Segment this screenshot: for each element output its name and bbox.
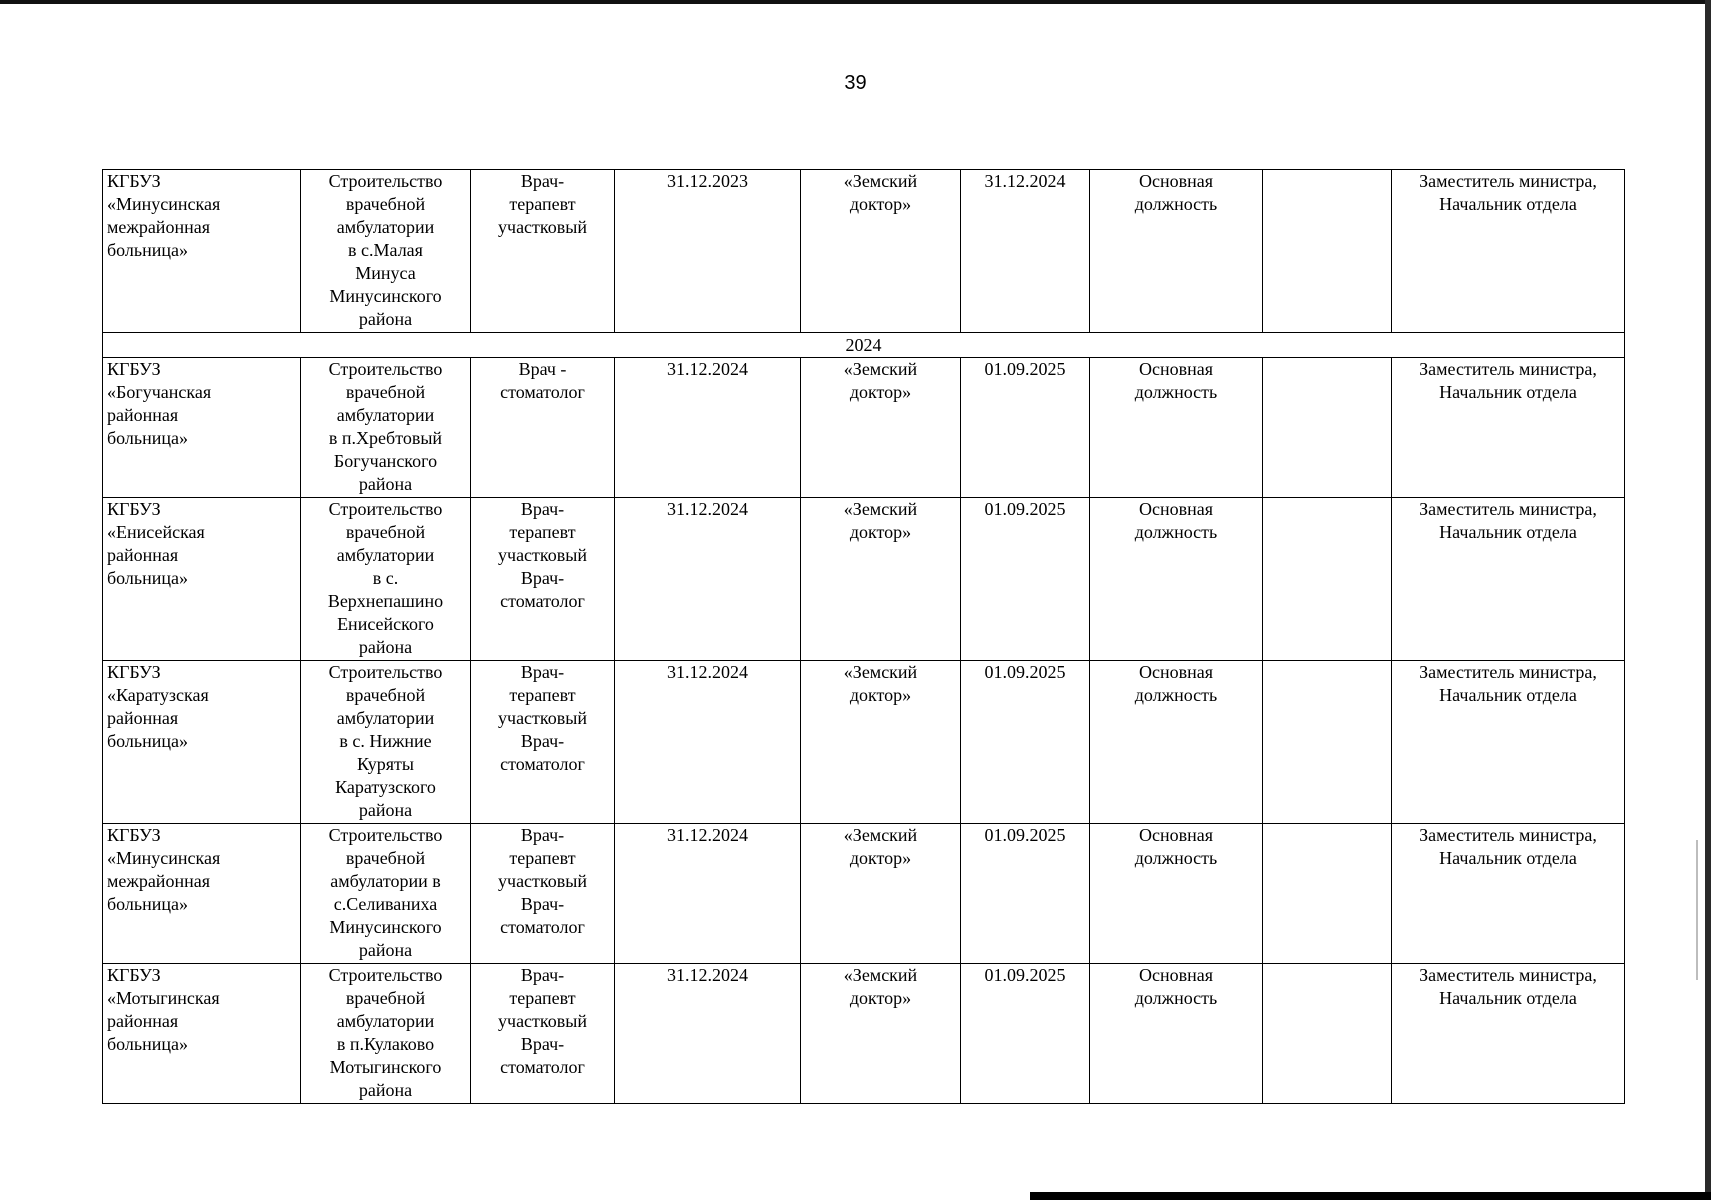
position-cell: Врач- терапевт участковый Врач- стоматолог [471, 498, 615, 661]
position-cell: Врач- терапевт участковый [471, 170, 615, 333]
scan-border-top [0, 0, 1711, 4]
program-cell: «Земский доктор» [801, 964, 961, 1104]
table-row [103, 170, 1625, 333]
deadline-cell: 31.12.2023 [615, 170, 801, 333]
organization-cell: КГБУЗ «Енисейская районная больница» [103, 498, 301, 661]
position-type-cell: Основная должность [1090, 661, 1263, 824]
scan-border-bottom [1030, 1192, 1711, 1200]
empty-cell [1263, 170, 1392, 333]
deadline-cell: 31.12.2024 [615, 964, 801, 1104]
table-row [103, 964, 1625, 1104]
deadline-cell: 31.12.2024 [615, 358, 801, 498]
organization-cell: КГБУЗ «Минусинская межрайонная больница» [103, 170, 301, 333]
organization-cell: КГБУЗ «Минусинская межрайонная больница» [103, 824, 301, 964]
date-cell: 01.09.2025 [961, 964, 1090, 1104]
responsible-cell: Заместитель министра, Начальник отдела [1392, 498, 1625, 661]
responsible-cell: Заместитель министра, Начальник отдела [1392, 824, 1625, 964]
table-row [103, 661, 1625, 824]
program-cell: «Земский доктор» [801, 170, 961, 333]
position-type-cell: Основная должность [1090, 498, 1263, 661]
position-cell: Врач - стоматолог [471, 358, 615, 498]
object-cell: Строительство врачебной амбулатории в п.Хребтовый Богучанского района [301, 358, 471, 498]
position-type-cell: Основная должность [1090, 170, 1263, 333]
empty-cell [1263, 964, 1392, 1104]
empty-cell [1263, 498, 1392, 661]
empty-cell [1263, 661, 1392, 824]
responsible-cell: Заместитель министра, Начальник отдела [1392, 964, 1625, 1104]
position-cell: Врач- терапевт участковый Врач- стоматолог [471, 964, 615, 1104]
object-cell: Строительство врачебной амбулатории в с.Малая Минуса Минусинского района [301, 170, 471, 333]
date-cell: 01.09.2025 [961, 498, 1090, 661]
date-cell: 01.09.2025 [961, 661, 1090, 824]
scan-border-right [1705, 0, 1711, 1200]
scan-edge-mark [1696, 840, 1698, 980]
responsible-cell: Заместитель министра, Начальник отдела [1392, 358, 1625, 498]
document-table [102, 169, 1625, 1104]
program-cell: «Земский доктор» [801, 498, 961, 661]
responsible-cell: Заместитель министра, Начальник отдела [1392, 661, 1625, 824]
deadline-cell: 31.12.2024 [615, 498, 801, 661]
organization-cell: КГБУЗ «Каратузская районная больница» [103, 661, 301, 824]
object-cell: Строительство врачебной амбулатории в с. Нижние Куряты Каратузского района [301, 661, 471, 824]
page-number: 39 [844, 72, 867, 94]
organization-cell: КГБУЗ «Богучанская районная больница» [103, 358, 301, 498]
date-cell: 01.09.2025 [961, 824, 1090, 964]
position-cell: Врач- терапевт участковый Врач- стоматолог [471, 824, 615, 964]
table-row [103, 358, 1625, 498]
year-row [103, 333, 1625, 358]
empty-cell [1263, 824, 1392, 964]
position-type-cell: Основная должность [1090, 964, 1263, 1104]
program-cell: «Земский доктор» [801, 358, 961, 498]
responsible-cell: Заместитель министра, Начальник отдела [1392, 170, 1625, 333]
year-label: 2024 [103, 333, 1625, 358]
object-cell: Строительство врачебной амбулатории в с. Верхнепашино Енисейского района [301, 498, 471, 661]
object-cell: Строительство врачебной амбулатории в с.Селиваниха Минусинского района [301, 824, 471, 964]
empty-cell [1263, 358, 1392, 498]
program-cell: «Земский доктор» [801, 824, 961, 964]
organization-cell: КГБУЗ «Мотыгинская районная больница» [103, 964, 301, 1104]
position-type-cell: Основная должность [1090, 824, 1263, 964]
date-cell: 31.12.2024 [961, 170, 1090, 333]
table-row [103, 824, 1625, 964]
position-cell: Врач- терапевт участковый Врач- стоматолог [471, 661, 615, 824]
deadline-cell: 31.12.2024 [615, 661, 801, 824]
object-cell: Строительство врачебной амбулатории в п.Кулаково Мотыгинского района [301, 964, 471, 1104]
position-type-cell: Основная должность [1090, 358, 1263, 498]
deadline-cell: 31.12.2024 [615, 824, 801, 964]
table-row [103, 498, 1625, 661]
program-cell: «Земский доктор» [801, 661, 961, 824]
date-cell: 01.09.2025 [961, 358, 1090, 498]
